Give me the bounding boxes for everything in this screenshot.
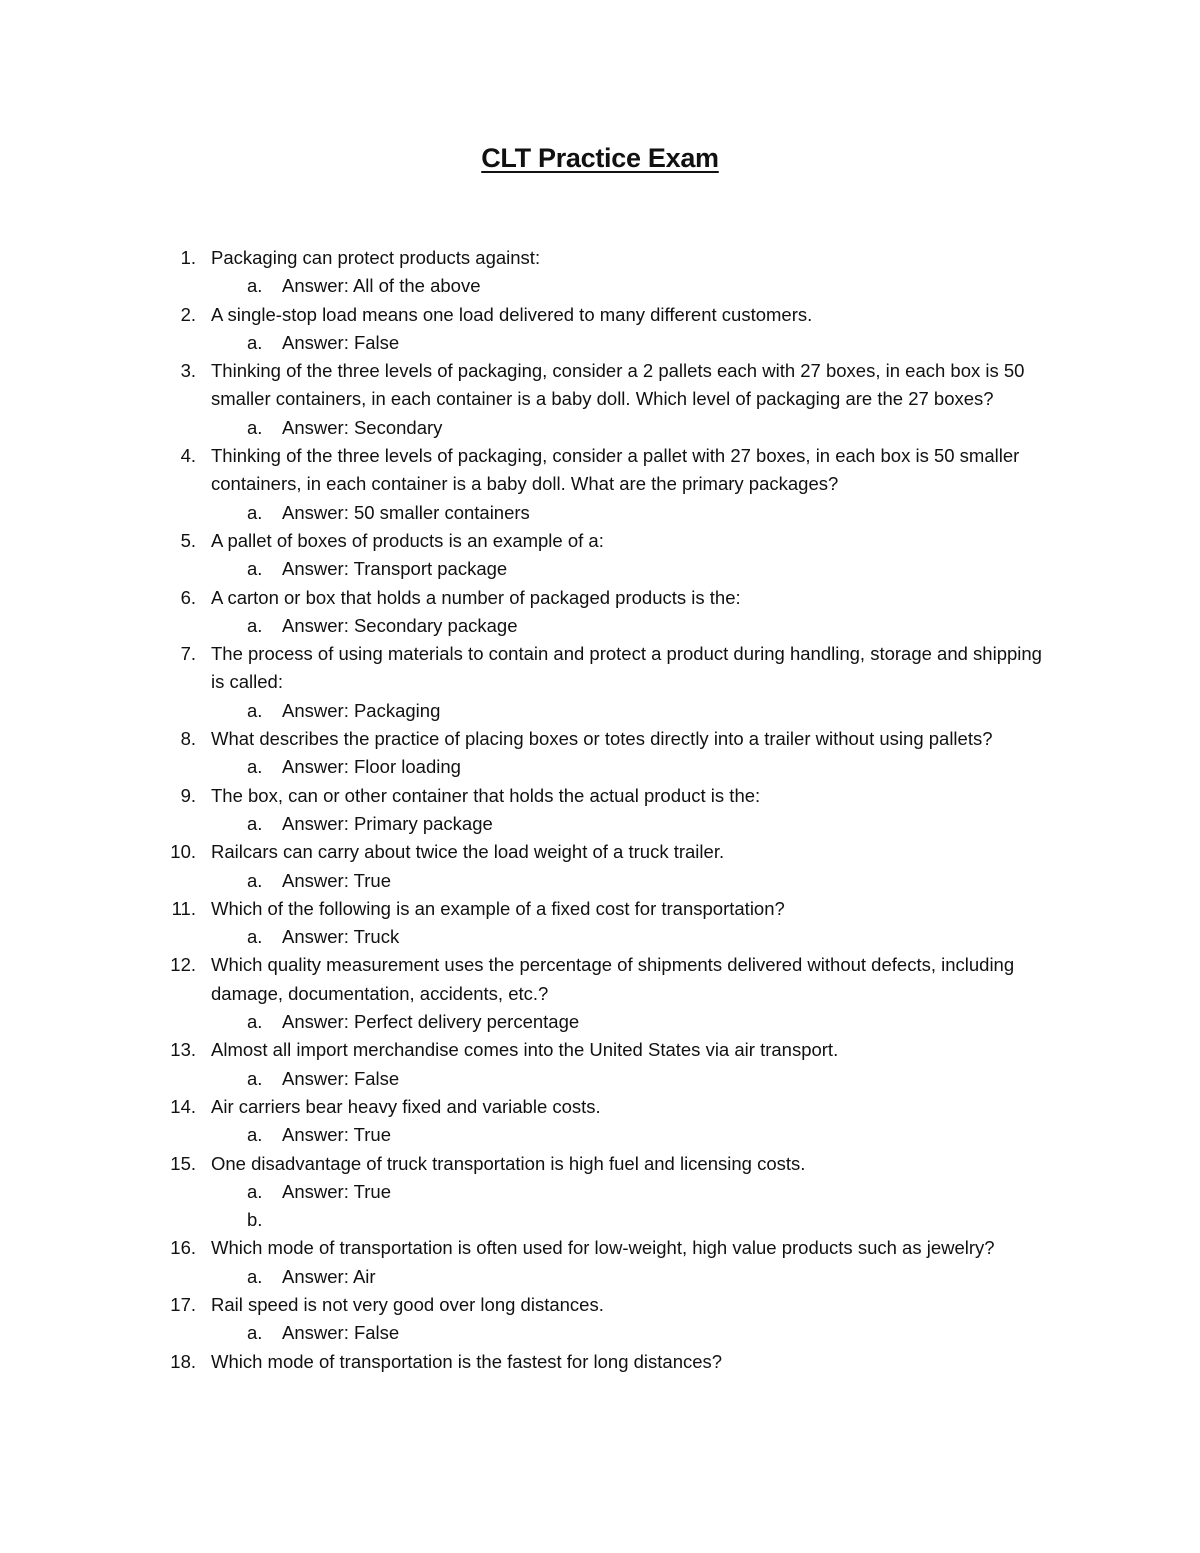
- question-number: 17.: [170, 1293, 196, 1315]
- question-number: 12.: [170, 954, 196, 976]
- answer-item: [0, 1263, 1200, 1291]
- question-number: 16.: [170, 1237, 196, 1259]
- question-list: [0, 244, 1200, 1376]
- answer-text: Answer: Floor loading: [282, 756, 461, 778]
- question-number: 11.: [171, 897, 196, 919]
- question-item: [0, 1036, 1200, 1064]
- answer-item: [0, 1065, 1200, 1093]
- question-text: Packaging can protect products against:: [211, 247, 541, 268]
- question-item: [0, 1150, 1200, 1178]
- answer-text: Answer: Packaging: [282, 699, 441, 721]
- answer-letter: a.: [247, 699, 263, 721]
- question-item: [0, 584, 1200, 612]
- answer-letter: a.: [247, 1180, 263, 1202]
- question-item: [0, 838, 1200, 866]
- question-text: Air carriers bear heavy fixed and variable costs.: [211, 1095, 601, 1117]
- answer-letter: a.: [247, 501, 263, 523]
- answer-letter: a.: [247, 1322, 263, 1344]
- answer-letter: b.: [247, 1209, 263, 1231]
- answer-letter: a.: [247, 275, 263, 297]
- answer-letter: a.: [247, 1265, 263, 1287]
- question-text: Almost all import merchandise comes into the United States via air transport.: [211, 1039, 839, 1061]
- question-item: [0, 782, 1200, 810]
- answer-item: [0, 923, 1200, 951]
- answer-text: Answer: False: [282, 1322, 400, 1344]
- question-number: 10.: [170, 841, 196, 863]
- answer-text: Answer: All of the above: [282, 275, 481, 297]
- answer-item: [0, 867, 1200, 895]
- answer-item: [0, 329, 1200, 357]
- answer-letter: a.: [247, 558, 263, 580]
- answer-item: [0, 1319, 1200, 1347]
- answer-item: [0, 1178, 1200, 1206]
- answer-text: Answer: True: [282, 869, 391, 891]
- answer-text: Answer: False: [282, 331, 400, 353]
- question-number: 7.: [180, 643, 196, 665]
- answer-text: Answer: True: [282, 1180, 391, 1202]
- answer-item: [0, 1121, 1200, 1149]
- question-number: 1.: [180, 247, 196, 268]
- question-text: What describes the practice of placing boxes or totes directly into a trailer without using pallets?: [211, 728, 993, 750]
- answer-text: Answer: False: [282, 1067, 400, 1089]
- question-number: 14.: [170, 1095, 196, 1117]
- page-title: CLT Practice Exam: [481, 143, 719, 173]
- answer-letter: a.: [247, 756, 263, 778]
- question-number: 3.: [180, 360, 196, 382]
- question-number: 8.: [180, 728, 196, 750]
- question-text: A pallet of boxes of products is an example of a:: [211, 529, 604, 551]
- answer-letter: a.: [247, 812, 263, 834]
- question-text: Thinking of the three levels of packaging, consider a pallet with 27 boxes, in each box is 50 smaller containers, in each container is a baby doll. What are the primary packages?: [211, 445, 1020, 495]
- answer-text: Answer: 50 smaller containers: [282, 501, 530, 523]
- question-text: Rail speed is not very good over long distances.: [211, 1293, 604, 1315]
- answer-letter: a.: [247, 926, 263, 948]
- question-item: [0, 1093, 1200, 1121]
- answer-item: [0, 1008, 1200, 1036]
- answer-letter: a.: [247, 331, 263, 353]
- question-item: [0, 895, 1200, 923]
- question-text: Thinking of the three levels of packaging, consider a 2 pallets each with 27 boxes, in each box is 50 smaller containers, in each container is a baby doll. Which level of packaging are the 27 boxes?: [211, 360, 1025, 410]
- question-number: 4.: [180, 445, 196, 467]
- question-text: One disadvantage of truck transportation is high fuel and licensing costs.: [211, 1152, 806, 1174]
- answer-item: [0, 555, 1200, 583]
- answer-letter: a.: [247, 416, 263, 438]
- answer-item: [0, 753, 1200, 781]
- question-number: 9.: [180, 784, 196, 806]
- answer-text: Answer: Perfect delivery percentage: [282, 1011, 580, 1033]
- answer-text: Answer: Air: [282, 1265, 376, 1287]
- answer-item: [0, 414, 1200, 442]
- question-text: A single-stop load means one load delivered to many different customers.: [211, 303, 813, 325]
- answer-letter: a.: [247, 1011, 263, 1033]
- answer-item: [0, 272, 1200, 300]
- answer-letter: a.: [247, 869, 263, 891]
- answer-text: Answer: Transport package: [282, 558, 508, 580]
- answer-text: Answer: Primary package: [282, 812, 493, 834]
- question-number: 13.: [170, 1039, 196, 1061]
- question-item: [0, 725, 1200, 753]
- answer-item: [0, 1206, 1200, 1234]
- answer-text: Answer: Secondary package: [282, 614, 518, 636]
- question-item: [0, 640, 1200, 697]
- question-text: The process of using materials to contain and protect a product during handling, storage and shipping is called:: [211, 643, 1042, 693]
- question-text: Which mode of transportation is the fastest for long distances?: [211, 1350, 723, 1372]
- question-item: [0, 1291, 1200, 1319]
- answer-letter: a.: [247, 614, 263, 636]
- answer-text: Answer: True: [282, 1124, 391, 1146]
- question-text: Which of the following is an example of a fixed cost for transportation?: [211, 897, 785, 919]
- question-item: [0, 244, 1200, 272]
- question-item: [0, 301, 1200, 329]
- question-number: 5.: [180, 529, 196, 551]
- question-text: The box, can or other container that holds the actual product is the:: [211, 784, 761, 806]
- question-item: [0, 1348, 1200, 1376]
- question-text: A carton or box that holds a number of packaged products is the:: [211, 586, 741, 608]
- question-item: [0, 951, 1200, 1008]
- answer-item: [0, 697, 1200, 725]
- question-item: [0, 527, 1200, 555]
- answer-text: Answer: Secondary: [282, 416, 443, 438]
- question-item: [0, 357, 1200, 414]
- answer-item: [0, 499, 1200, 527]
- answer-letter: a.: [247, 1067, 263, 1089]
- answer-item: [0, 810, 1200, 838]
- question-item: [0, 442, 1200, 499]
- question-text: Which quality measurement uses the percentage of shipments delivered without defects, including damage, documentation, accidents, etc.?: [211, 954, 1015, 1004]
- answer-letter: a.: [247, 1124, 263, 1146]
- question-number: 15.: [170, 1152, 196, 1174]
- answer-item: [0, 612, 1200, 640]
- question-number: 2.: [180, 303, 196, 325]
- answer-text: Answer: Truck: [282, 926, 400, 948]
- question-number: 18.: [170, 1350, 196, 1372]
- question-text: Which mode of transportation is often used for low-weight, high value products such as jewelry?: [211, 1237, 995, 1259]
- question-number: 6.: [180, 586, 196, 608]
- question-text: Railcars can carry about twice the load weight of a truck trailer.: [211, 841, 725, 863]
- question-item: [0, 1234, 1200, 1262]
